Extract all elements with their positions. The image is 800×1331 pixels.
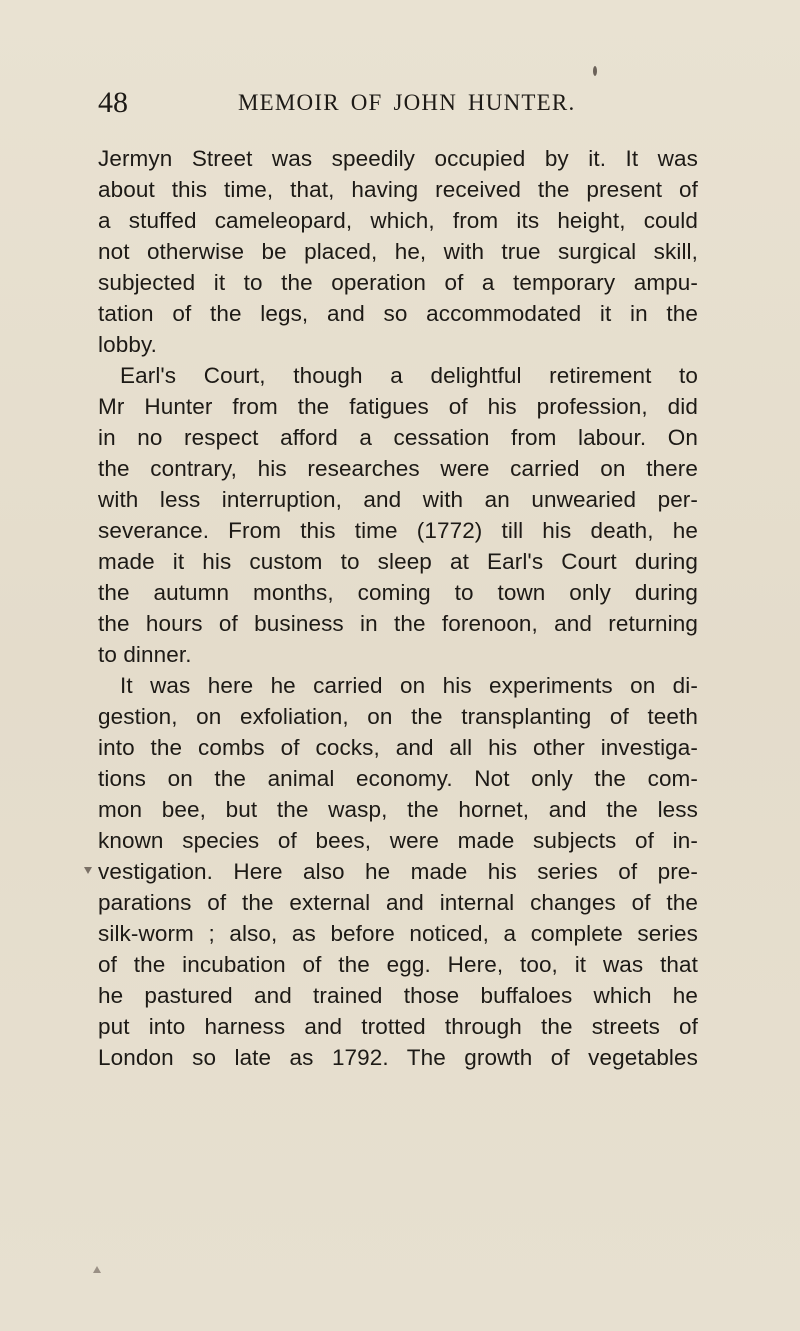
- text-line: subjected it to the operation of a temporary ampu-: [98, 270, 698, 295]
- text-line: of the incubation of the egg. Here, too, it was that: [98, 952, 698, 977]
- text-line: London so late as 1792. The growth of vegetables: [98, 1045, 698, 1070]
- body-text: [98, 143, 698, 1073]
- text-line: about this time, that, having received the present of: [98, 177, 698, 202]
- text-line: the autumn months, coming to town only during: [98, 580, 698, 605]
- text-line: parations of the external and internal changes of the: [98, 890, 698, 915]
- text-line: known species of bees, were made subjects of in-: [98, 828, 698, 853]
- text-line: not otherwise be placed, he, with true surgical skill,: [98, 239, 698, 264]
- running-title: MEMOIR OF JOHN HUNTER.: [238, 90, 576, 115]
- running-head: [98, 85, 688, 121]
- text-line: in no respect afford a cessation from labour. On: [98, 425, 698, 450]
- text-line: tation of the legs, and so accommodated it in the: [98, 301, 698, 326]
- text-line: into the combs of cocks, and all his other investiga-: [98, 735, 698, 760]
- text-line: It was here he carried on his experiments on di-: [120, 673, 698, 698]
- text-line: tions on the animal economy. Not only the com-: [98, 766, 698, 791]
- text-line: a stuffed cameleopard, which, from its height, could: [98, 208, 698, 233]
- text-line: he pastured and trained those buffaloes which he: [98, 983, 698, 1008]
- text-line: the contrary, his researches were carried on there: [98, 456, 698, 481]
- text-line: mon bee, but the wasp, the hornet, and the less: [98, 797, 698, 822]
- text-line: lobby.: [98, 332, 157, 357]
- text-line: severance. From this time (1772) till his death, he: [98, 518, 698, 543]
- text-line: made it his custom to sleep at Earl's Court during: [98, 549, 698, 574]
- text-line: to dinner.: [98, 642, 192, 667]
- text-line: with less interruption, and with an unwearied per-: [98, 487, 698, 512]
- page-number: 48: [98, 86, 128, 119]
- text-line: vestigation. Here also he made his series of pre-: [98, 859, 698, 884]
- text-line: put into harness and trotted through the streets of: [98, 1014, 698, 1039]
- text-line: Jermyn Street was speedily occupied by it. It was: [98, 146, 698, 171]
- text-line: silk-worm ; also, as before noticed, a complete series: [98, 921, 698, 946]
- text-line: Earl's Court, though a delightful retirement to: [120, 363, 698, 388]
- text-line: gestion, on exfoliation, on the transplanting of teeth: [98, 704, 698, 729]
- text-line: Mr Hunter from the fatigues of his profession, did: [98, 394, 698, 419]
- margin-mark: [93, 1266, 101, 1273]
- text-line: the hours of business in the forenoon, and returning: [98, 611, 698, 636]
- margin-mark: [84, 867, 92, 874]
- ink-speck: [593, 66, 597, 76]
